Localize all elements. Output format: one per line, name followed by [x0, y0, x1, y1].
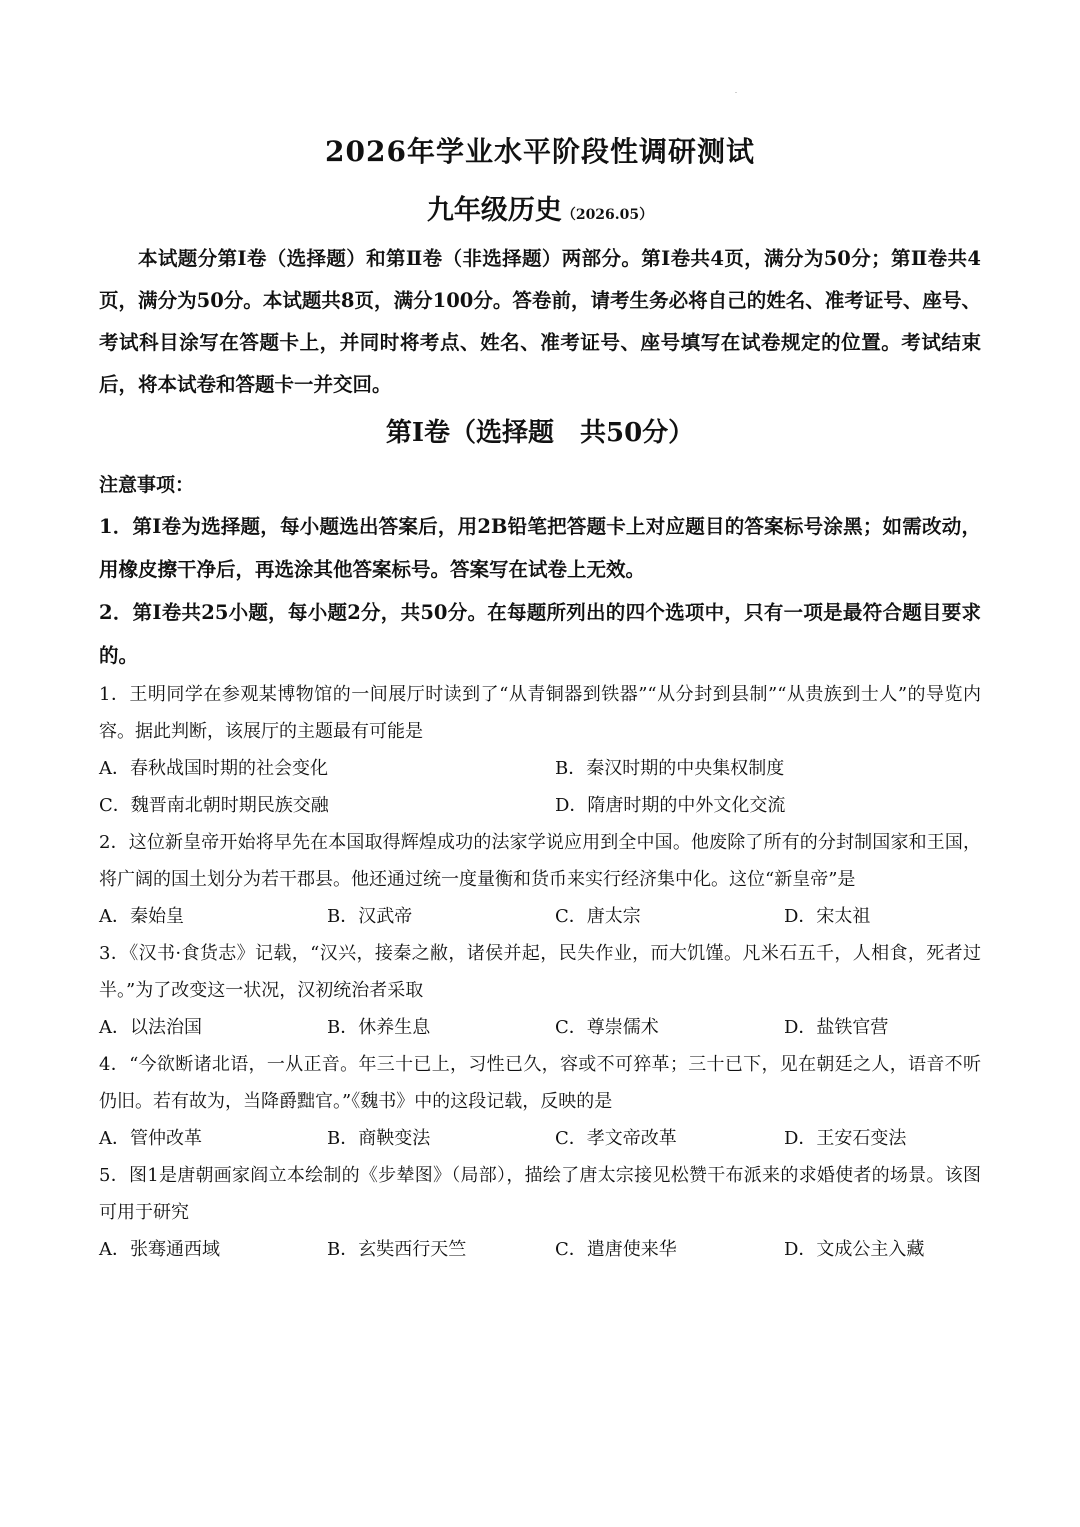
option-d: D．文成公主入藏	[784, 1239, 925, 1260]
option-b: B．商鞅变法	[327, 1128, 431, 1149]
question-2-options	[99, 898, 981, 935]
exam-title: 2026年学业水平阶段性调研测试	[325, 135, 755, 168]
notes-heading: 注意事项：	[99, 474, 195, 496]
exam-subtitle	[0, 188, 1080, 227]
exam-date: （2026.05）	[561, 207, 654, 223]
option-b: B．秦汉时期的中央集权制度	[555, 758, 785, 779]
question-3-stem: 3．《汉书·食货志》记载，“汉兴，接秦之敝，诸侯并起，民失作业，而大饥馑。凡米石五千，人相食，死者过半。”为了改变这一状况，汉初统治者采取	[99, 943, 981, 1001]
scan-speck	[735, 92, 737, 93]
option-c: C．遣唐使来华	[555, 1239, 677, 1260]
question-5-options	[99, 1231, 981, 1268]
subject-label: 九年级历史	[426, 195, 562, 226]
option-d: D．王安石变法	[784, 1128, 907, 1149]
option-b: B．汉武帝	[327, 906, 413, 927]
option-a: A．管仲改革	[99, 1128, 202, 1149]
option-d: D．盐铁官营	[784, 1017, 889, 1038]
question-4-options	[99, 1120, 981, 1157]
question-1-options	[99, 750, 981, 787]
option-a: A．秦始皇	[99, 906, 184, 927]
option-b: B．休养生息	[327, 1017, 431, 1038]
option-a: A．张骞通西域	[99, 1239, 220, 1260]
section-title: 第Ⅰ卷（选择题 共50分）	[385, 418, 695, 448]
question-4-stem: 4．“今欲断诸北语，一从正音。年三十已上，习性已久，容或不可猝革；三十已下，见在朝廷之人，语音不听仍旧。若有故为，当降爵黜官。”《魏书》中的这段记载，反映的是	[99, 1054, 981, 1112]
question-2-stem: 2．这位新皇帝开始将早先在本国取得辉煌成功的法家学说应用到全中国。他废除了所有的分封制国家和王国，将广阔的国土划分为若干郡县。他还通过统一度量衡和货币来实行经济集中化。这位“新皇帝”是	[99, 832, 981, 890]
option-c: C．孝文帝改革	[555, 1128, 677, 1149]
question-1-options	[99, 787, 981, 824]
question-5-stem: 5．图1是唐朝画家阎立本绘制的《步辇图》（局部），描绘了唐太宗接见松赞干布派来的求婚使者的场景。该图可用于研究	[99, 1165, 981, 1223]
option-c: C．尊崇儒术	[555, 1017, 659, 1038]
question-3-options	[99, 1009, 981, 1046]
option-d: D．隋唐时期的中外文化交流	[555, 795, 786, 816]
option-a: A．春秋战国时期的社会变化	[99, 758, 328, 779]
option-d: D．宋太祖	[784, 906, 871, 927]
note-item: 2．第Ⅰ卷共25小题，每小题2分，共50分。在每题所列出的四个选项中，只有一项是最符合题目要求的。	[99, 601, 981, 667]
option-b: B．玄奘西行天竺	[327, 1239, 467, 1260]
option-c: C．唐太宗	[555, 906, 641, 927]
question-1-stem: 1．王明同学在参观某博物馆的一间展厅时读到了“从青铜器到铁器”“从分封到县制”“从贵族到士人”的导览内容。据此判断，该展厅的主题最有可能是	[99, 684, 981, 742]
option-c: C．魏晋南北朝时期民族交融	[99, 795, 329, 816]
note-item: 1．第Ⅰ卷为选择题，每小题选出答案后，用2B铅笔把答题卡上对应题目的答案标号涂黑；如需改动，用橡皮擦干净后，再选涂其他答案标号。答案写在试卷上无效。	[99, 515, 981, 581]
option-a: A．以法治国	[99, 1017, 202, 1038]
instructions-paragraph: 本试题分第Ⅰ卷（选择题）和第Ⅱ卷（非选择题）两部分。第Ⅰ卷共4页，满分为50分；第Ⅱ卷共4页，满分为50分。本试题共8页，满分100分。答卷前，请考生务必将自己的姓名、准考证号、座号、考试科目涂写在答题卡上，并同时将考点、姓名、准考证号、座号填写在试卷规定的位置。考试结束后，将本试卷和答题卡一并交回。	[99, 247, 981, 396]
